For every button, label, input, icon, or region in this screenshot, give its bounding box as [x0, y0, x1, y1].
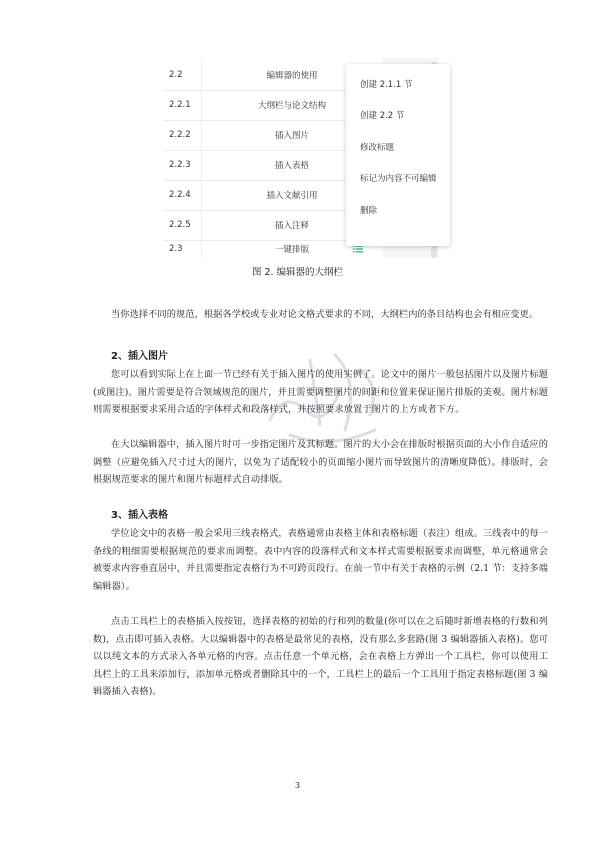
paragraph-table-editor: 点击工具栏上的表格插入按按钮，选择表格的初始的行和列的数量(你可以在之后随时新增表格的行数和列数)，点击即可插入表格。大以编辑器中的表格是最常见的表格，没有那么多套路(图 3 编辑器插入表格)。您可以以纯文本的方式录入各单元格的内容。点击任意一个单元格，会在表格上方弹出一个工具栏，你可以使用工具栏上的工具来添加行，添加单元格或者删除其中的一个，工具栏上的最后一个工具用于指定表格标题(图 3 编辑器插入表格)。: [93, 616, 548, 698]
paragraph-table-intro: 学位论文中的表格一般会采用三线表格式，表格通常由表格主体和表格标题（表注）组成。三线表中的每一条线的粗细需要根据规范的要求而调整。表中内容的段落样式和文本样式需要根据要求而调整，单元格通常会被要求内容垂直居中，并且需要指定表格行为不可跨页段行。在前一节中有关于表格的示例（2.1 节：支持多端编辑器）。: [93, 528, 548, 592]
menu-item-create-subsection[interactable]: 创建 2.1.1 节: [360, 80, 413, 90]
menu-item-create-section[interactable]: 创建 2.2 节: [360, 111, 405, 121]
outline-row-number: 2.2: [169, 70, 183, 80]
outline-row-title: 插入文献引用: [266, 191, 318, 201]
section-heading-insert-image: 2、插入图片: [111, 351, 168, 362]
outline-row-number: 2.2.4: [169, 190, 191, 200]
paragraph-image-intro: 您可以看到实际上在上面一节已经有关于插入图片的使用实例了。论文中的图片一般包括图片以及图片标题(或图注)。图片需要是符合领域规范的图片，并且需要调整图片的间距和位置来保证图片排版的美观。图片标题则需要根据要求采用合适的字体样式和段落样式，并按照要求放置于图片的上方或者下方。: [93, 369, 548, 416]
figure-caption: 图 2. 编辑器的大纲栏: [251, 267, 344, 278]
outline-row-number: 2.2.2: [169, 130, 191, 140]
outline-row-title: 编辑器的使用: [266, 71, 318, 81]
menu-item-delete[interactable]: 删除: [360, 206, 378, 216]
page-number: 3: [294, 781, 301, 790]
outline-context-menu: [346, 64, 450, 246]
outline-row-title: 插入注释: [274, 221, 309, 231]
paragraph-outline-note: 当你选择不同的规范，根据各学校或专业对论文格式要求的不同，大纲栏内的条目结构也会有相应变更。: [111, 309, 539, 320]
outline-row-number: 2.3: [169, 244, 183, 254]
outline-row-number: 2.2.5: [169, 220, 191, 230]
section-heading-insert-table: 3、插入表格: [111, 510, 168, 521]
outline-row-title: 插入图片: [274, 131, 309, 141]
outline-row-title: 大纲栏与论文结构: [257, 101, 326, 111]
list-menu-icon[interactable]: [353, 246, 363, 253]
menu-item-mark-readonly[interactable]: 标记为内容不可编辑: [360, 174, 437, 184]
outline-row-title: 插入表格: [274, 161, 309, 171]
paragraph-image-editor: 在大以编辑器中，插入图片时可一步指定图片及其标题。图片的大小会在排版时根据页面的大小作自适应的调整（应避免插入尺寸过大的图片，以免为了适配较小的页面缩小图片而导致图片的清晰度降低）。排版时，会根据规范要求的图片和图片标题样式自动排版。: [93, 439, 548, 486]
outline-row-number: 2.2.3: [169, 160, 191, 170]
outline-row-title: 一键排版: [274, 245, 309, 255]
outline-row-number: 2.2.1: [169, 100, 191, 110]
menu-item-rename-title[interactable]: 修改标题: [360, 143, 395, 153]
outline-figure: [163, 58, 439, 258]
